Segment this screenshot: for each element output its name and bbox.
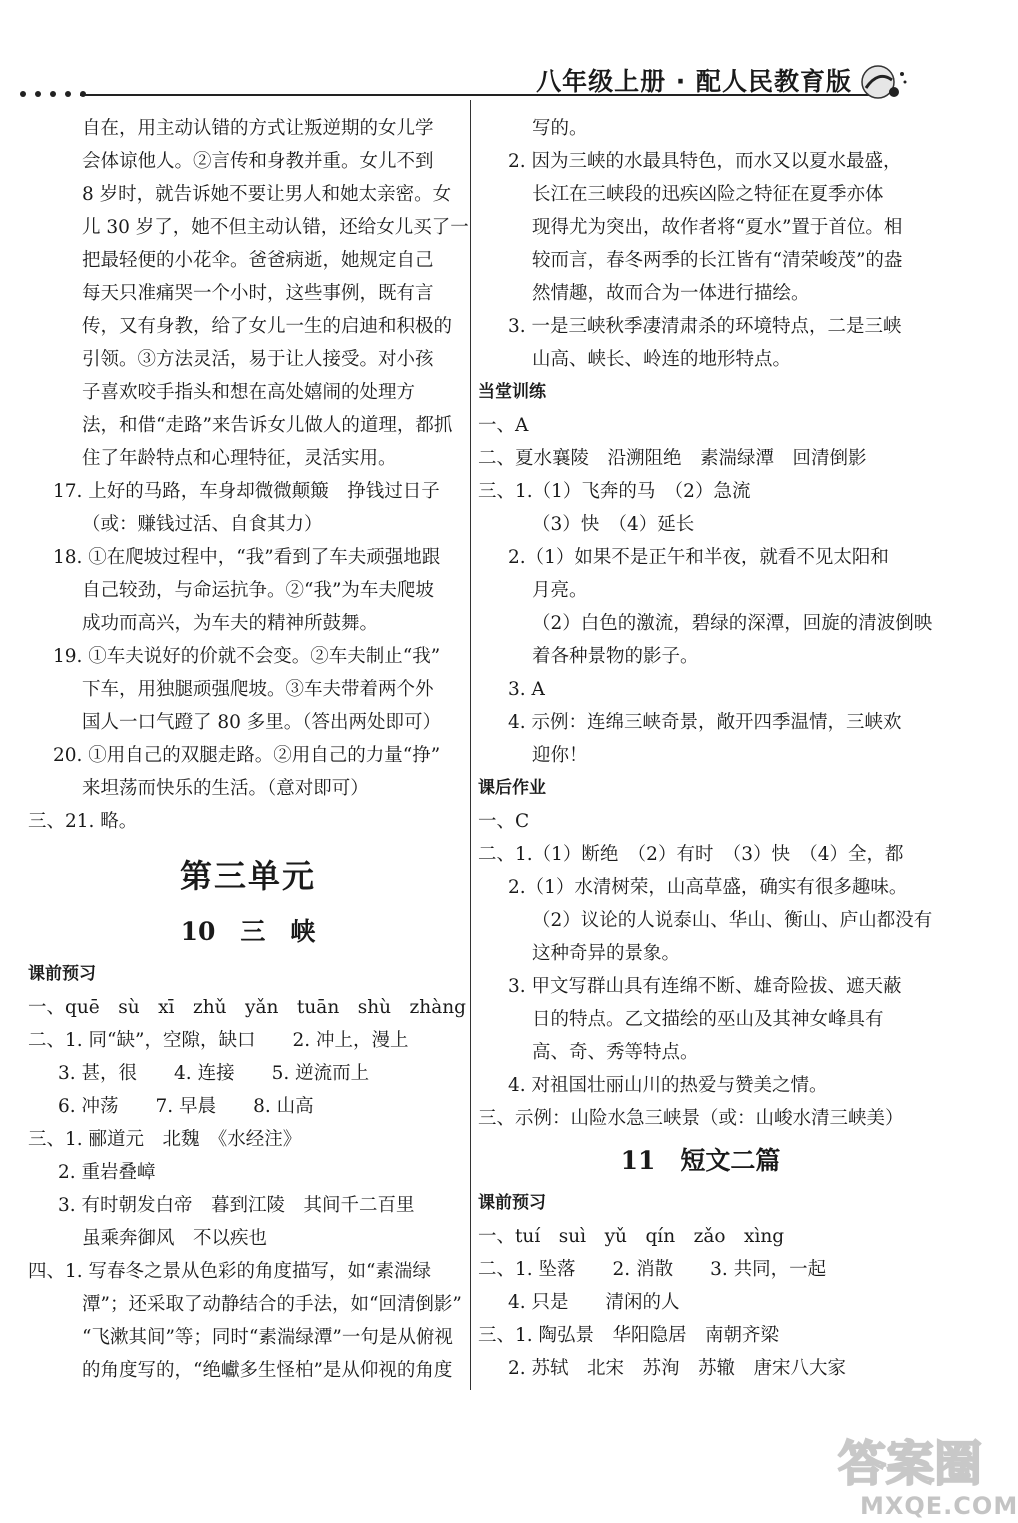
answer-line: 迎你！: [532, 745, 588, 766]
answer-line: （2）白色的激流，碧绿的深潭，回旋的清波倒映: [532, 613, 933, 634]
answer-line: 引领。③方法灵活，易于让人接受。对小孩: [82, 349, 434, 370]
answer-line: 4. 对祖国壮丽山川的热爱与赞美之情。: [508, 1075, 828, 1096]
lesson-title: 10 三 峡: [180, 917, 316, 946]
answer-line: 四、1. 写春冬之景从色彩的角度描写，如“素湍绿: [28, 1261, 431, 1282]
answer-line: 每天只准痛哭一个小时，这些事例，既有言: [82, 283, 434, 304]
answer-line: 6. 冲荡 7. 早晨 8. 山高: [58, 1096, 314, 1117]
answer-line: 3. 一是三峡秋季凄清肃杀的环境特点，二是三峡: [508, 316, 902, 337]
answer-line: 来坦荡而快乐的生活。（意对即可）: [82, 778, 369, 799]
answer-line: 一、A: [478, 415, 529, 436]
answer-line: 3. 甲文写群山具有连绵不断、雄奇险拔、遮天蔽: [508, 976, 902, 997]
answer-line: 4. 示例：连绵三峡奇景，敞开四季温情，三峡欢: [508, 712, 902, 733]
answer-line: 着各种景物的影子。: [532, 646, 699, 667]
answer-line: 三、1. 郦道元 北魏 《水经注》: [28, 1129, 302, 1150]
answer-line: 然情趣，故而合为一体进行描绘。: [532, 283, 810, 304]
watermark-logo: [838, 1428, 988, 1492]
answer-line: 山高、峡长、岭连的地形特点。: [532, 349, 792, 370]
answer-line: 月亮。: [532, 580, 588, 601]
answer-line: 潭”；还采取了动静结合的手法，如“回清倒影”: [82, 1294, 462, 1315]
answer-line: 住了年龄特点和心理特征，灵活实用。: [82, 448, 397, 469]
answer-line: 传，又有身教，给了女儿一生的启迪和积极的: [82, 316, 453, 337]
answer-line: 长江在三峡段的迅疾凶险之特征在夏季亦体: [532, 184, 884, 205]
answer-line: 二、1. 同“缺”，空隙，缺口 2. 冲上，漫上: [28, 1030, 409, 1051]
answer-line: 高、奇、秀等特点。: [532, 1042, 699, 1063]
answer-line: 三、21. 略。: [28, 811, 138, 832]
answer-line: 3. 甚，很 4. 连接 5. 逆流而上: [58, 1063, 370, 1084]
answer-line: 法，和借“走路”来告诉女儿做人的道理，都抓: [82, 415, 453, 436]
answer-line: 2. 苏轼 北宋 苏洵 苏辙 唐宋八大家: [508, 1358, 847, 1379]
answer-line: 国人一口气蹬了 80 多里。（答出两处即可）: [82, 712, 442, 733]
answer-line: 一、quē sù xī zhǔ yǎn tuān shù zhàng: [28, 997, 467, 1018]
svg-text:答案圈: 答案圈: [838, 1436, 983, 1492]
answer-line: 一、tuí suì yǔ qín zǎo xìng: [478, 1226, 785, 1247]
answer-line: 二、1. 坠落 2. 消散 3. 共同，一起: [478, 1259, 827, 1280]
answer-line: 17. 上好的马路，车身却微微颠簸 挣钱过日子: [53, 481, 440, 502]
answer-line: 4. 只是 清闲的人: [508, 1292, 680, 1313]
answer-line: 2.（1）水清树荣，山高草盛，确实有很多趣味。: [508, 877, 908, 898]
watermark-url: MXQE.COM: [860, 1492, 1018, 1520]
answer-line: 8 岁时，就告诉她不要让男人和她太亲密。女: [82, 184, 452, 205]
answer-line: 三、1. 陶弘景 华阳隐居 南朝齐梁: [478, 1325, 780, 1346]
answer-line: 自在，用主动认错的方式让叛逆期的女儿学: [82, 118, 434, 139]
answer-line: 2. 重岩叠嶂: [58, 1162, 156, 1183]
answer-line: 自己较劲，与命运抗争。②“我”为车夫爬坡: [82, 580, 434, 601]
answer-line: （3）快 （4）延长: [532, 514, 695, 535]
answer-line: 这种奇异的景象。: [532, 943, 681, 964]
answer-line: 二、夏水襄陵 沿溯阻绝 素湍绿潭 回清倒影: [478, 448, 867, 469]
answer-line: 虽乘奔御风 不以疾也: [82, 1228, 268, 1249]
lesson-title: 11 短文二篇: [620, 1146, 781, 1175]
section-heading: 课后作业: [478, 778, 546, 798]
answer-line: 2.（1）如果不是正午和半夜，就看不见太阳和: [508, 547, 889, 568]
page-header: [0, 0, 1000, 100]
column-divider: [470, 100, 471, 1390]
right-column: [478, 112, 933, 1385]
answer-line: 写的。: [532, 118, 588, 139]
answer-line: 三、1.（1）飞奔的马 （2）急流: [478, 481, 751, 502]
answer-line: 成功而高兴，为车夫的精神所鼓舞。: [82, 613, 379, 634]
answer-line: 较而言，春冬两季的长江皆有“清荣峻茂”的盎: [532, 250, 903, 271]
answer-line: 的角度写的，“绝巘多生怪柏”是从仰视的角度: [82, 1360, 453, 1381]
answer-line: 一、C: [478, 811, 530, 832]
answer-line: 3. A: [508, 679, 545, 700]
answer-line: 三、示例：山险水急三峡景（或：山峻水清三峡美）: [478, 1108, 904, 1129]
answer-line: （2）议论的人说泰山、华山、衡山、庐山都没有: [532, 910, 933, 931]
answer-line: 18. ①在爬坡过程中，“我”看到了车夫顽强地跟: [53, 547, 441, 568]
answer-line: 下车，用独腿顽强爬坡。③车夫带着两个外: [82, 679, 434, 700]
answer-line: 3. 有时朝发白帝 暮到江陵 其间千二百里: [58, 1195, 415, 1216]
answer-line: “飞漱其间”等；同时“素湍绿潭”一句是从俯视: [82, 1327, 453, 1348]
answer-line: 19. ①车夫说好的价就不会变。②车夫制止“我”: [53, 646, 441, 667]
section-heading: 课前预习: [478, 1193, 546, 1213]
section-heading: 当堂训练: [478, 382, 546, 402]
left-column: [28, 112, 468, 1387]
answer-line: 子喜欢咬手指头和想在高处嬉闹的处理方: [82, 382, 416, 403]
header-dots: [20, 91, 86, 97]
answer-line: 20. ①用自己的双腿走路。②用自己的力量“挣”: [53, 745, 441, 766]
section-heading: 课前预习: [28, 964, 96, 984]
answer-line: 把最轻便的小花伞。爸爸病逝，她规定自己: [82, 250, 434, 271]
answer-line: （或：赚钱过活、自食其力）: [82, 514, 323, 535]
header-title: 八年级上册 · 配人民教育版: [536, 67, 852, 96]
answer-line: 儿 30 岁了，她不但主动认错，还给女儿买了一: [82, 217, 469, 238]
answer-line: 会体谅他人。②言传和身教并重。女儿不到: [82, 151, 434, 172]
answer-line: 2. 因为三峡的水最具特色，而水又以夏水最盛，: [508, 151, 902, 172]
answer-line: 二、1.（1）断绝 （2）有时 （3）快 （4）全，都: [478, 844, 904, 865]
answer-line: 日的特点。乙文描绘的巫山及其神女峰具有: [532, 1009, 884, 1030]
book-logo-icon: [858, 62, 908, 102]
unit-title: 第三单元: [179, 857, 316, 895]
answer-line: 现得尤为突出，故作者将“夏水”置于首位。相: [532, 217, 903, 238]
